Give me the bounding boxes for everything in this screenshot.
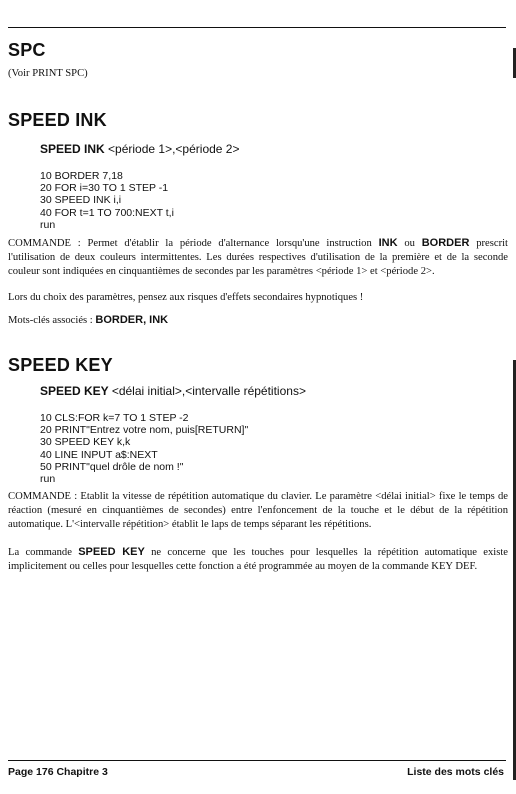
speed-ink-syntax [40,142,239,156]
speed-ink-note: Lors du choix des paramètres, pensez aux risques d'effets secondaires hypnotiques ! [8,292,364,303]
speed-ink-heading: SPEED INK [8,110,107,130]
syntax-command: SPEED KEY [40,384,109,398]
keyword-border: BORDER [421,237,470,249]
code-line: 20 PRINT"Entrez votre nom, puis[RETURN]" [40,424,249,437]
code-line: 30 SPEED INK i,i [40,194,122,207]
footer-page-number: Page 176 Chapitre 3 [8,766,108,778]
speed-ink-description [8,236,508,279]
bottom-rule [8,760,506,761]
description-or: ou [404,238,415,249]
description-text: COMMANDE : Permet d'établir la période d'alternance lorsqu'une instruction [8,238,372,249]
speed-key-description: COMMANDE : Etablit la vitesse de répétition automatique du clavier. Le paramètre <délai initial> fixe le temps de réaction (mesuré en cinquantièmes de secondes) entre l'enfoncement de la touche et le début de la répétition automatique. L'<intervalle répétition> établit le laps de temps séparant les répétitions. [8,491,508,530]
code-line: 40 FOR t=1 TO 700:NEXT t,i [40,206,174,219]
note-start: La commande [8,547,72,558]
spc-heading: SPC [8,40,46,60]
keyword-speed-key: SPEED KEY [78,546,145,558]
footer-section-title: Liste des mots clés [407,766,504,778]
code-line: run [40,218,56,231]
speed-ink-code [40,170,174,231]
top-rule [8,27,506,28]
code-line: 10 CLS:FOR k=7 TO 1 STEP -2 [40,412,189,424]
spc-reference: (Voir PRINT SPC) [8,68,88,79]
code-line: run [40,473,56,486]
speed-key-note [8,545,508,574]
code-line: 10 BORDER 7,18 [40,170,123,182]
speed-key-code [40,412,248,485]
code-line: 30 SPEED KEY k,k [40,436,131,449]
related-keywords: BORDER, INK [95,314,169,326]
speed-key-heading: SPEED KEY [8,355,113,375]
syntax-arguments: <délai initial>,<intervalle répétitions> [111,384,306,398]
code-line: 40 LINE INPUT a$:NEXT [40,448,158,461]
related-label: Mots-clés associés : [8,315,93,326]
keyword-ink: INK [378,237,398,249]
syntax-command: SPEED INK [40,142,105,156]
code-line: 20 FOR i=30 TO 1 STEP -1 [40,182,169,195]
speed-key-syntax [40,384,306,398]
code-line: 50 PRINT"quel drôle de nom !" [40,460,184,473]
description-rest: prescrit l'utilisation de deux couleurs intermittentes. Les durées respectives d'utilisation de la première et de la seconde couleur sont indiquées en cinquantièmes de secondes par les paramètres <période 1> et <période 2>. [8,238,508,277]
note-rest: ne concerne que les touches pour lesquelles la répétition automatique existe implicitement ou celles pour lesquelles cette fonction a été programmée au moyen de la commande KEY DEF. [8,547,508,572]
syntax-arguments: <période 1>,<période 2> [108,142,240,156]
speed-ink-related [8,313,508,328]
